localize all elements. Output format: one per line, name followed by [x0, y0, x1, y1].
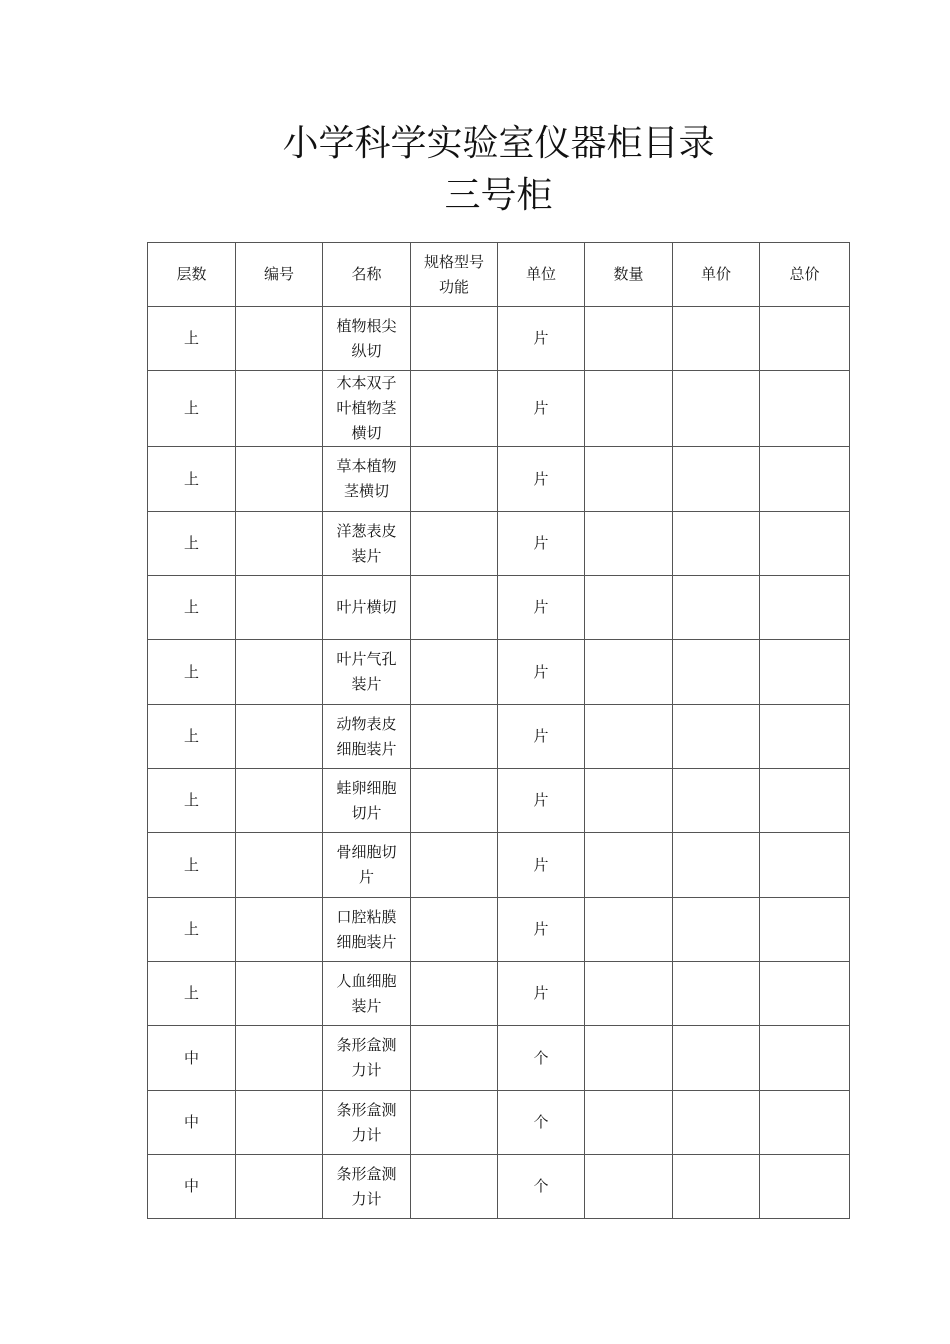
cell-unit-price: [673, 705, 760, 769]
header-total: 总价: [760, 243, 850, 307]
cell-quantity: [585, 371, 673, 447]
cell-total: [760, 769, 850, 833]
cell-spec: [411, 898, 498, 962]
cell-number: [236, 576, 323, 640]
cell-unit-price: [673, 1091, 760, 1155]
cell-unit: 片: [498, 307, 585, 371]
cell-quantity: [585, 1026, 673, 1091]
table-row: [148, 307, 850, 371]
cell-name: 条形盒测 力计: [323, 1026, 411, 1091]
header-unit-price: 单价: [673, 243, 760, 307]
page-subtitle: 三号柜: [444, 175, 553, 216]
table-row: [148, 705, 850, 769]
cell-quantity: [585, 512, 673, 576]
cell-layer: 上: [148, 371, 236, 447]
cell-number: [236, 1155, 323, 1219]
cell-unit-price: [673, 1026, 760, 1091]
cell-unit-price: [673, 307, 760, 371]
cell-total: [760, 371, 850, 447]
table-row: [148, 447, 850, 512]
cell-quantity: [585, 833, 673, 898]
cell-spec: [411, 640, 498, 705]
cell-quantity: [585, 962, 673, 1026]
cell-spec: [411, 1155, 498, 1219]
cell-total: [760, 512, 850, 576]
cell-number: [236, 512, 323, 576]
cell-unit-price: [673, 833, 760, 898]
cell-name: 人血细胞 装片: [323, 962, 411, 1026]
table-row: [148, 769, 850, 833]
cell-unit: 片: [498, 512, 585, 576]
cell-total: [760, 705, 850, 769]
cell-total: [760, 833, 850, 898]
table-row: [148, 1091, 850, 1155]
cell-name: 条形盒测 力计: [323, 1155, 411, 1219]
table-header-row: [148, 243, 850, 307]
cell-spec: [411, 371, 498, 447]
cell-spec: [411, 1091, 498, 1155]
cell-spec: [411, 576, 498, 640]
cell-unit: 个: [498, 1155, 585, 1219]
cell-layer: 上: [148, 705, 236, 769]
cell-total: [760, 898, 850, 962]
cell-number: [236, 962, 323, 1026]
header-unit: 单位: [498, 243, 585, 307]
cell-number: [236, 640, 323, 705]
cell-layer: 上: [148, 576, 236, 640]
cell-name: 条形盒测 力计: [323, 1091, 411, 1155]
page-title: 小学科学实验室仪器柜目录: [282, 123, 715, 164]
cell-unit: 片: [498, 898, 585, 962]
table-row: [148, 512, 850, 576]
cell-unit: 片: [498, 705, 585, 769]
cell-name: 木本双子 叶植物茎 横切: [323, 371, 411, 447]
table-row: [148, 1026, 850, 1091]
cell-layer: 上: [148, 769, 236, 833]
table-row: [148, 962, 850, 1026]
cell-layer: 中: [148, 1155, 236, 1219]
cell-quantity: [585, 307, 673, 371]
cell-name: 植物根尖 纵切: [323, 307, 411, 371]
cell-quantity: [585, 640, 673, 705]
cell-total: [760, 1026, 850, 1091]
cell-name: 洋葱表皮 装片: [323, 512, 411, 576]
cell-unit: 个: [498, 1091, 585, 1155]
header-name: 名称: [323, 243, 411, 307]
cell-number: [236, 898, 323, 962]
cell-total: [760, 447, 850, 512]
cell-unit: 片: [498, 769, 585, 833]
cell-name: 叶片气孔 装片: [323, 640, 411, 705]
cell-unit-price: [673, 371, 760, 447]
header-number: 编号: [236, 243, 323, 307]
cell-layer: 中: [148, 1026, 236, 1091]
cell-quantity: [585, 1155, 673, 1219]
cell-layer: 上: [148, 447, 236, 512]
cell-total: [760, 962, 850, 1026]
cell-name: 口腔粘膜 细胞装片: [323, 898, 411, 962]
cell-layer: 上: [148, 512, 236, 576]
cell-unit-price: [673, 769, 760, 833]
cell-unit: 片: [498, 576, 585, 640]
cell-spec: [411, 307, 498, 371]
cell-unit: 片: [498, 447, 585, 512]
cell-layer: 上: [148, 833, 236, 898]
table-row: [148, 576, 850, 640]
cell-spec: [411, 962, 498, 1026]
cell-spec: [411, 447, 498, 512]
table-row: [148, 371, 850, 447]
cell-quantity: [585, 705, 673, 769]
cell-name: 叶片横切: [323, 576, 411, 640]
cell-layer: 上: [148, 962, 236, 1026]
cell-unit: 片: [498, 962, 585, 1026]
cell-number: [236, 1026, 323, 1091]
cell-layer: 上: [148, 307, 236, 371]
cell-layer: 上: [148, 898, 236, 962]
cell-unit: 个: [498, 1026, 585, 1091]
cell-unit-price: [673, 962, 760, 1026]
cell-unit-price: [673, 447, 760, 512]
cell-quantity: [585, 576, 673, 640]
cell-number: [236, 371, 323, 447]
table-row: [148, 1155, 850, 1219]
cell-number: [236, 307, 323, 371]
catalog-table: [147, 242, 850, 1219]
cell-number: [236, 705, 323, 769]
cell-spec: [411, 769, 498, 833]
cell-name: 骨细胞切 片: [323, 833, 411, 898]
cell-unit: 片: [498, 371, 585, 447]
cell-unit: 片: [498, 640, 585, 705]
cell-name: 蛙卵细胞 切片: [323, 769, 411, 833]
cell-number: [236, 447, 323, 512]
cell-total: [760, 576, 850, 640]
cell-total: [760, 640, 850, 705]
table-row: [148, 898, 850, 962]
cell-quantity: [585, 1091, 673, 1155]
cell-name: 草本植物 茎横切: [323, 447, 411, 512]
table-row: [148, 640, 850, 705]
cell-unit-price: [673, 512, 760, 576]
cell-total: [760, 307, 850, 371]
header-quantity: 数量: [585, 243, 673, 307]
cell-number: [236, 769, 323, 833]
cell-number: [236, 833, 323, 898]
cell-total: [760, 1091, 850, 1155]
header-layer: 层数: [148, 243, 236, 307]
cell-unit-price: [673, 576, 760, 640]
cell-spec: [411, 512, 498, 576]
cell-total: [760, 1155, 850, 1219]
cell-unit-price: [673, 1155, 760, 1219]
cell-unit-price: [673, 640, 760, 705]
cell-spec: [411, 705, 498, 769]
cell-quantity: [585, 447, 673, 512]
cell-spec: [411, 833, 498, 898]
cell-name: 动物表皮 细胞装片: [323, 705, 411, 769]
table-body: [148, 307, 850, 1219]
cell-number: [236, 1091, 323, 1155]
table-row: [148, 833, 850, 898]
header-spec: 规格型号 功能: [411, 243, 498, 307]
cell-layer: 上: [148, 640, 236, 705]
cell-quantity: [585, 898, 673, 962]
cell-unit-price: [673, 898, 760, 962]
cell-unit: 片: [498, 833, 585, 898]
cell-layer: 中: [148, 1091, 236, 1155]
cell-quantity: [585, 769, 673, 833]
cell-spec: [411, 1026, 498, 1091]
